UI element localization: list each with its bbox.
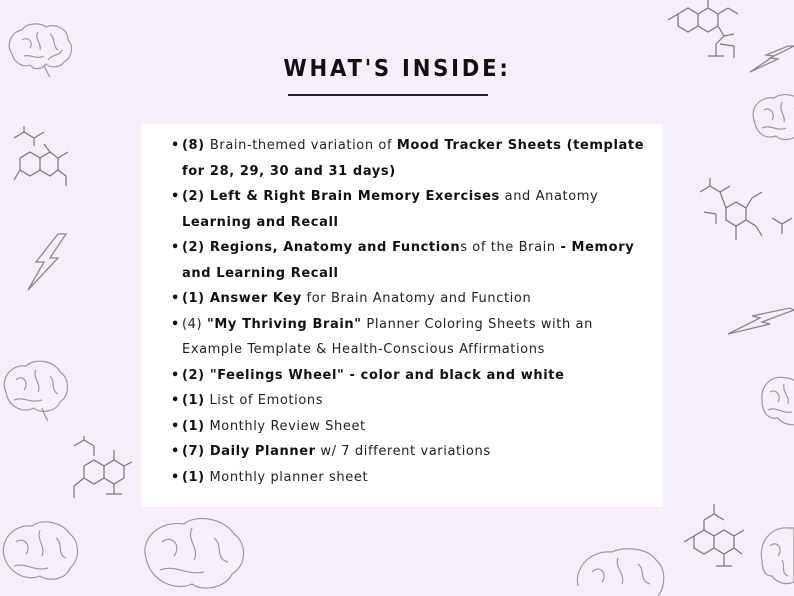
molecule-icon <box>70 436 134 502</box>
brain-icon <box>0 516 82 596</box>
page-title: WHAT'S INSIDE: <box>283 56 511 82</box>
brain-icon <box>758 370 794 434</box>
molecule-icon <box>696 178 794 248</box>
list-item: • (1) Monthly planner sheet <box>171 465 646 491</box>
lightning-bolt-icon <box>726 306 794 336</box>
brain-icon <box>574 546 666 596</box>
list-item: • (7) Daily Planner w/ 7 different variations <box>171 439 646 465</box>
list-item: • (2) Left & Right Brain Memory Exercises and Anatomy Learning and Recall <box>171 184 646 235</box>
lightning-bolt-icon <box>24 232 68 292</box>
title-underline <box>288 94 488 96</box>
brain-icon <box>756 520 794 596</box>
molecule-icon <box>10 126 76 190</box>
contents-card <box>141 124 663 507</box>
list-item: • (1) Answer Key for Brain Anatomy and Function <box>171 286 646 312</box>
list-item: • (2) Regions, Anatomy and Functions of the Brain - Memory and Learning Recall <box>171 235 646 286</box>
list-item: • (1) Monthly Review Sheet <box>171 414 646 440</box>
brain-icon <box>0 358 72 422</box>
contents-list <box>171 133 646 490</box>
brain-icon <box>750 90 794 150</box>
molecule-icon <box>680 500 750 574</box>
list-item: • (4) "My Thriving Brain" Planner Coloring Sheets with an Example Template & Health-Conscious Affirmations <box>171 312 646 363</box>
list-item: • (2) "Feelings Wheel" - color and black and white <box>171 363 646 389</box>
list-item: • (1) List of Emotions <box>171 388 646 414</box>
list-item: • (8) Brain-themed variation of Mood Tracker Sheets (template for 28, 29, 30 and 31 days) <box>171 133 646 184</box>
brain-icon <box>140 514 250 596</box>
